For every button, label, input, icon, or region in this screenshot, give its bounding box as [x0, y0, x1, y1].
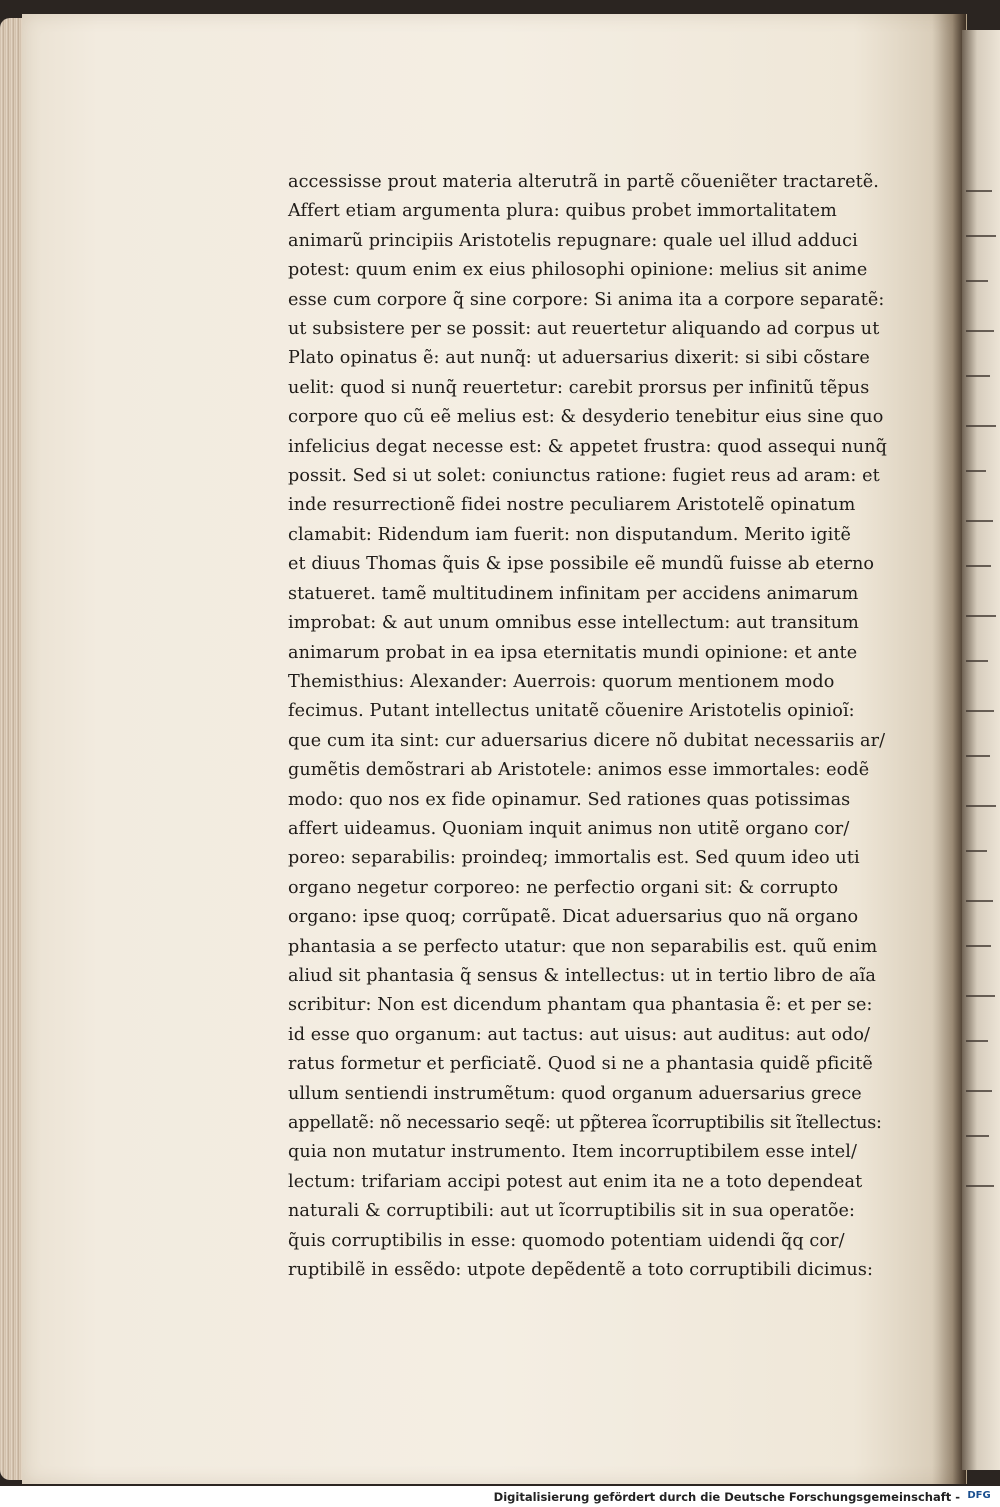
text-line: phantasia a se perfecto utatur: que non separabilis est. quũ enim [288, 936, 878, 957]
text-block [288, 168, 888, 1285]
text-line: naturali & corruptibili: aut ut ĩcorruptibilis sit in sua operatõe: [288, 1201, 856, 1222]
text-line: et diuus Thomas q̃uis & ipse possibile eẽ mundũ fuisse ab eterno [288, 554, 875, 575]
text-line: Plato opinatus ẽ: aut nunq̃: ut aduersarius dixerit: si sibi cõstare [288, 348, 870, 369]
text-line: uelit: quod si nunq̃ reuertetur: carebit prorsus per infinitũ tẽpus [288, 377, 870, 398]
text-line: aliud sit phantasia q̃ sensus & intellectus: ut in tertio libro de aĩa [288, 965, 876, 986]
text-line: Themisthius: Alexander: Auerrois: quorum mentionem modo [288, 671, 835, 692]
text-line: animarum probat in ea ipsa eternitatis mundi opinione: et ante [288, 642, 858, 663]
text-line: Affert etiam argumenta plura: quibus probet immortalitatem [288, 201, 837, 222]
text-line: statueret. tamẽ multitudinem infinitam per accidens animarum [288, 583, 859, 604]
footer-bar [0, 1486, 1000, 1507]
text-line: potest: quum enim ex eius philosophi opinione: melius sit anime [288, 260, 868, 281]
text-line: q̃uis corruptibilis in esse: quomodo potentiam uidendi q̃q cor/ [288, 1230, 845, 1251]
text-line: gumẽtis demõstrari ab Aristotele: animos esse immortales: eodẽ [288, 760, 870, 781]
text-line: ratus formetur et perficiatẽ. Quod si ne a phantasia quidẽ pficitẽ [288, 1054, 873, 1075]
text-line: ut subsistere per se possit: aut reuertetur aliquando ad corpus ut [288, 319, 880, 340]
text-line: ruptibilẽ in essẽdo: utpote depẽdentẽ a toto corruptibili dicimus: [288, 1260, 874, 1281]
text-line: appellatẽ: nõ necessario seqẽ: ut pp̃terea ĩcorruptibilis sit ĩtellectus: [288, 1113, 882, 1133]
funding-credit: Digitalisierung gefördert durch die Deutsche Forschungsgemeinschaft - [493, 1490, 960, 1504]
book-gutter [932, 14, 966, 1484]
text-line: affert uideamus. Quoniam inquit animus non utitẽ organo cor/ [288, 818, 850, 839]
facing-page-edge [962, 30, 1000, 1470]
text-line: fecimus. Putant intellectus unitatẽ cõuenire Aristotelis opinioĩ: [288, 701, 855, 722]
text-line: clamabit: Ridendum iam fuerit: non disputandum. Merito igitẽ [288, 524, 852, 545]
text-line: infelicius degat necesse est: & appetet frustra: quod assequi nunq̃ [288, 436, 888, 457]
text-line: id esse quo organum: aut tactus: aut uisus: aut auditus: aut odo/ [288, 1024, 871, 1045]
text-line: modo: quo nos ex fide opinamur. Sed rationes quas potissimas [288, 789, 851, 810]
text-line: inde resurrectionẽ fidei nostre peculiarem Aristotelẽ opinatum [288, 495, 856, 516]
text-line: accessisse prout materia alterutrã in partẽ cõueniẽter tractaretẽ. [288, 172, 879, 192]
text-line: lectum: trifariam accipi potest aut enim ita ne a toto dependeat [288, 1171, 863, 1192]
dfg-logo: DFG [967, 1490, 991, 1501]
text-line: organo: ipse quoq; corrũpatẽ. Dicat aduersarius quo nã organo [288, 907, 859, 928]
text-line: que cum ita sint: cur aduersarius dicere nõ dubitat necessariis ar/ [288, 730, 886, 751]
text-line: animarũ principiis Aristotelis repugnare: quale uel illud adduci [288, 230, 858, 251]
text-line: poreo: separabilis: proindeq; immortalis est. Sed quum ideo uti [288, 848, 860, 869]
text-line: scribitur: Non est dicendum phantam qua phantasia ẽ: et per se: [288, 995, 873, 1016]
text-line: organo negetur corporeo: ne perfectio organi sit: & corrupto [288, 877, 839, 898]
text-line: possit. Sed si ut solet: coniunctus ratione: fugiet reus ad aram: et [288, 466, 880, 487]
text-line: corpore quo cũ eẽ melius est: & desyderio tenebitur eius sine quo [288, 407, 884, 428]
text-line: ullum sentiendi instrumẽtum: quod organum aduersarius grece [288, 1083, 862, 1104]
text-line: esse cum corpore q̃ sine corpore: Si anima ita a corpore separatẽ: [288, 289, 885, 310]
text-line: quia non mutatur instrumento. Item incorruptibilem esse intel/ [288, 1142, 857, 1163]
text-line: improbat: & aut unum omnibus esse intellectum: aut transitum [288, 613, 859, 634]
